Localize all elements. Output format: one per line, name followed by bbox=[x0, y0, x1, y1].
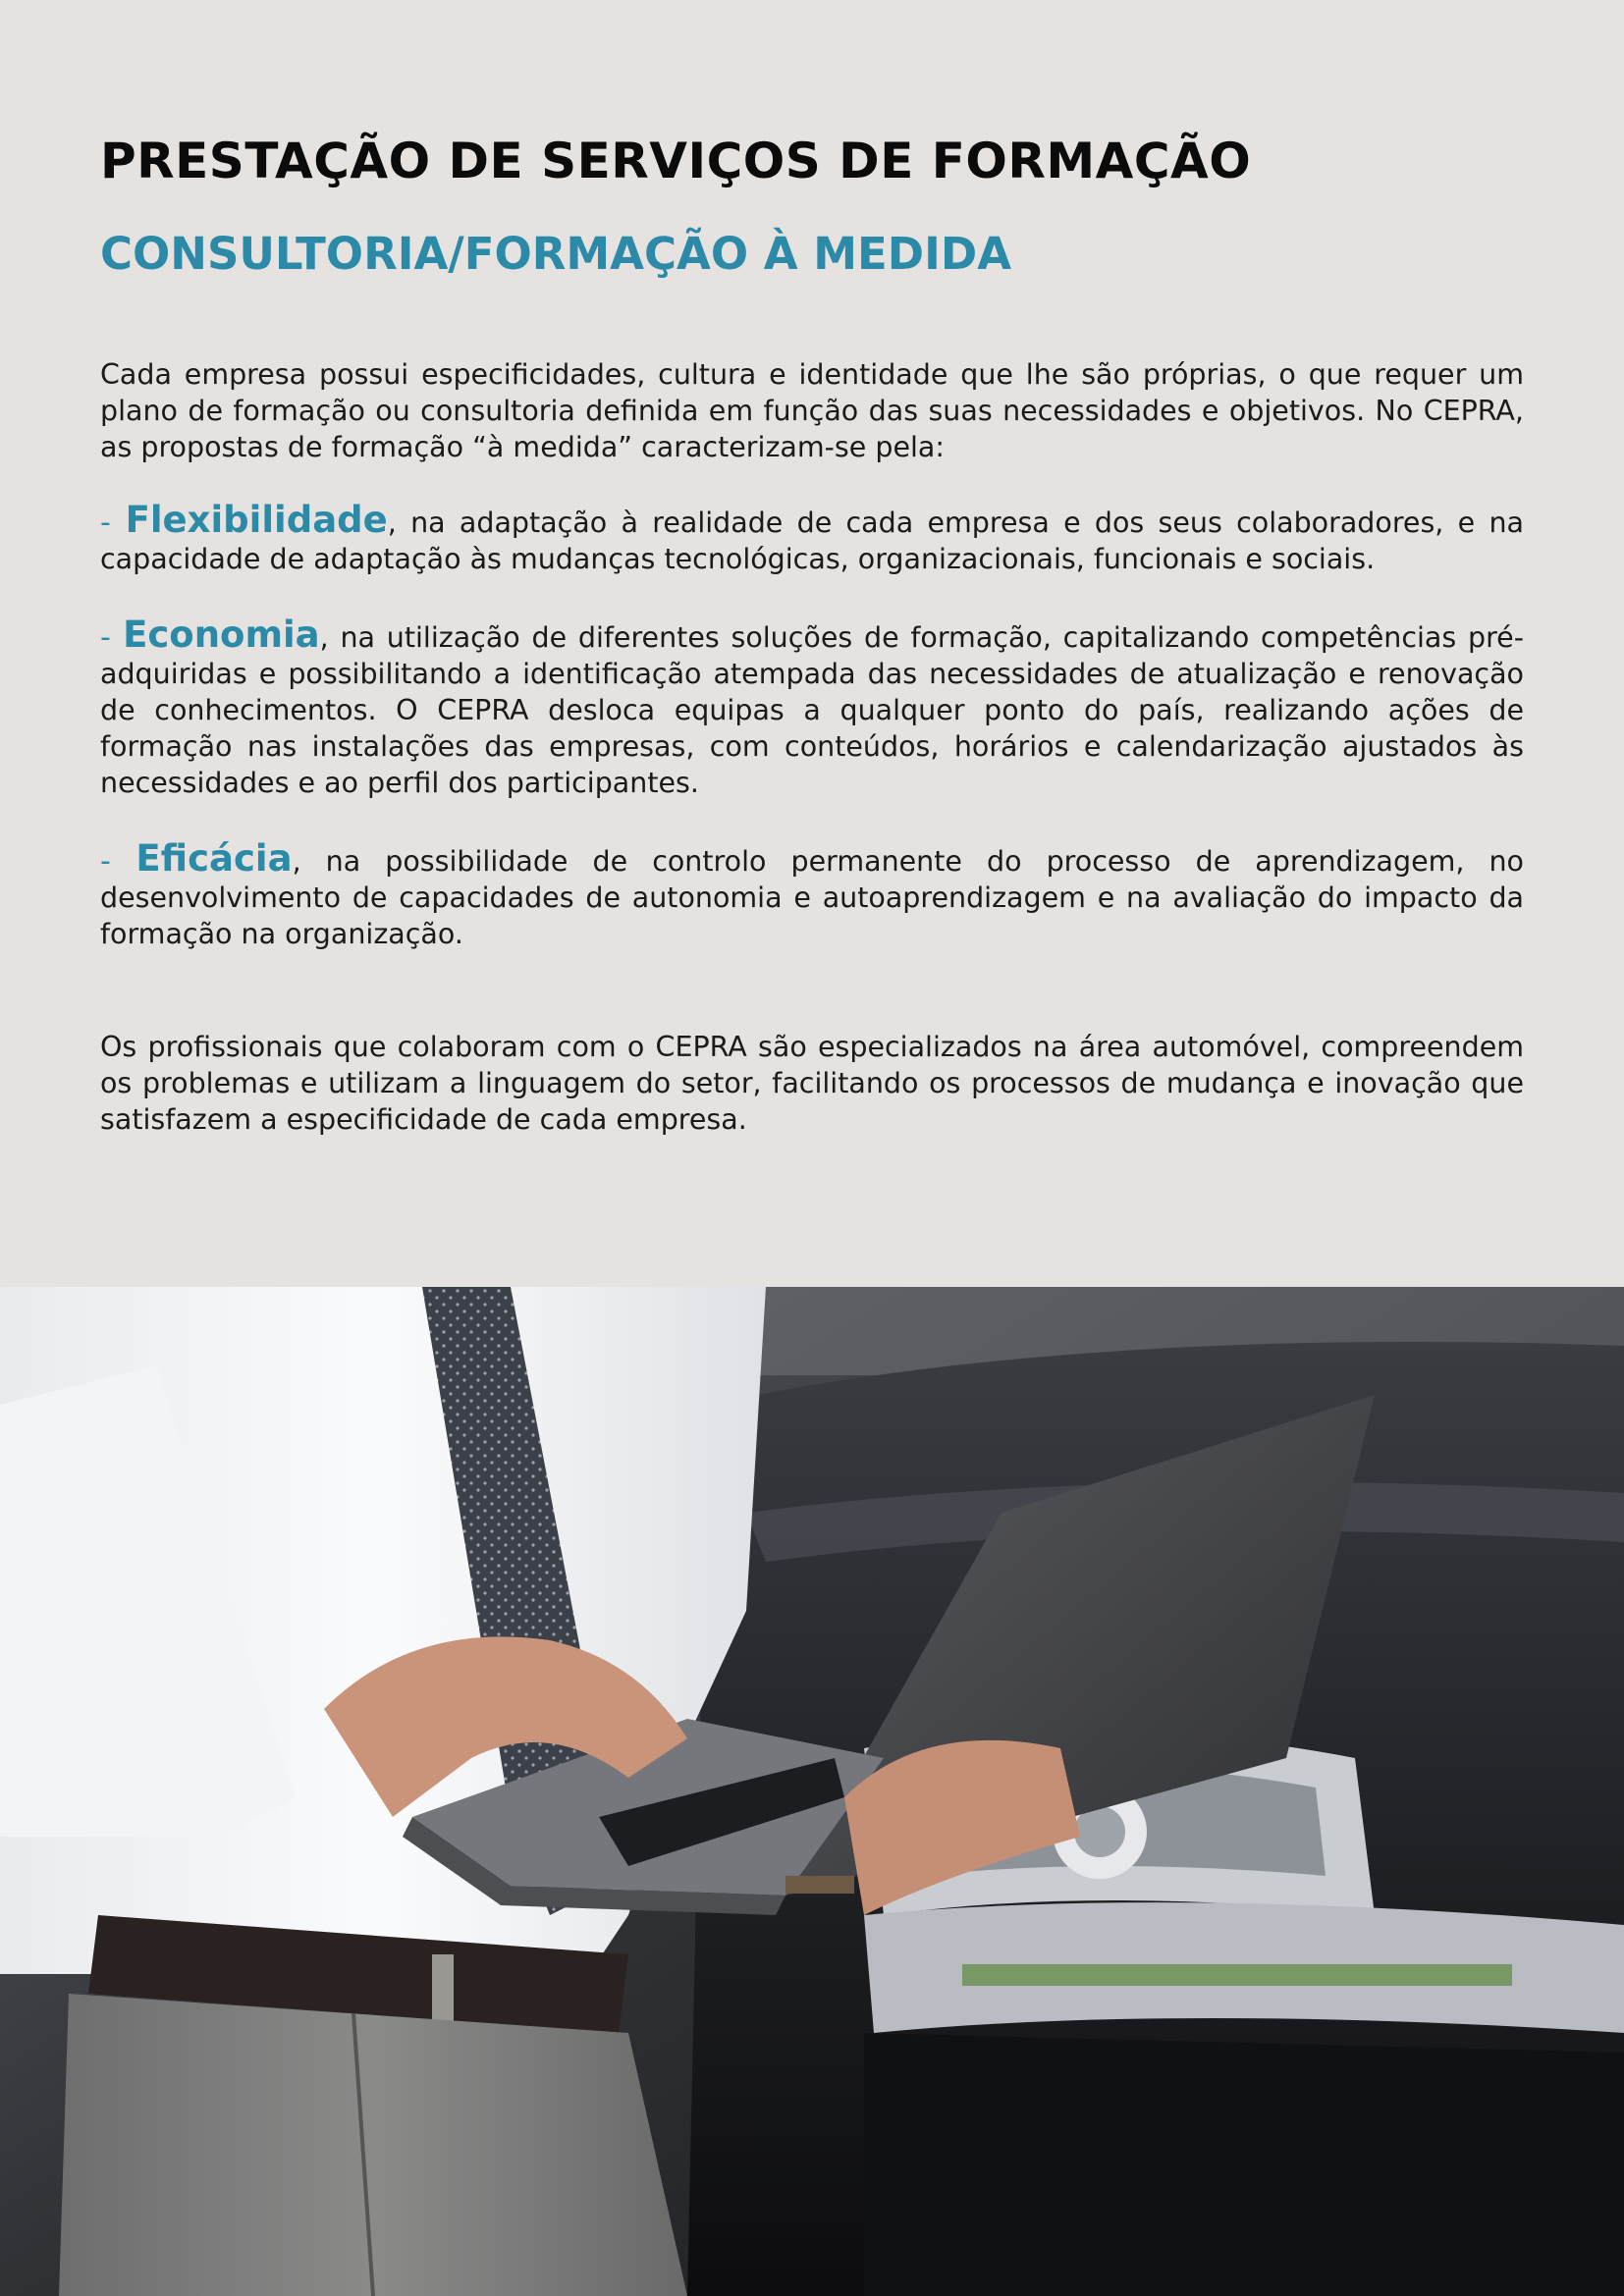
item-dash: - bbox=[100, 620, 124, 655]
businessman-laptop-car-photo bbox=[0, 1287, 1624, 2296]
item-text: , na utilização de diferentes soluções de formação, capitalizando competências pré- adquiridas e possibilitando a identificação atempada das necessidades de atualização e renovação de conhecimentos. O CEPRA desloca equipas a qualquer ponto do país, realizando ações de formação nas instalações das empresas, com conteúdos, horários e calendarização ajustados às necessidades e ao perfil dos participantes. bbox=[100, 621, 1524, 799]
page-title: PRESTAÇÃO DE SERVIÇOS DE FORMAÇÃO bbox=[100, 133, 1252, 189]
outro-paragraph: Os profissionais que colaboram com o CEPRA são especializados na área automóvel, compreendem os problemas e utilizam a linguagem do setor, facilitando os processos de mudança e inovação que satisfazem a especificidade de cada empresa. bbox=[100, 1031, 1524, 1136]
item-text: , na possibilidade de controlo permanente do processo de aprendizagem, no desenvolvimento de capacidades de autonomia e autoaprendizagem e na avaliação do impacto da formação na organização. bbox=[100, 845, 1524, 950]
item-flexibilidade bbox=[100, 499, 1524, 577]
item-text: , na adaptação à realidade de cada empresa e dos seus colaboradores, e na capacidade de adaptação às mudanças tecnológicas, organizacionais, funcionais e sociais. bbox=[100, 507, 1524, 575]
intro-paragraph: Cada empresa possui especificidades, cultura e identidade que lhe são próprias, o que requer um plano de formação ou consultoria definida em função das suas necessidades e objetivos. No CEPRA, as propostas de formação “à medida” caracterizam-se pela: bbox=[100, 358, 1524, 463]
page-subtitle: CONSULTORIA/FORMAÇÃO À MEDIDA bbox=[100, 228, 1012, 280]
item-keyword: Eficácia bbox=[135, 837, 293, 880]
item-dash: - bbox=[100, 506, 126, 540]
item-keyword: Flexibilidade bbox=[125, 499, 388, 541]
item-dash: - bbox=[100, 844, 136, 879]
item-eficacia bbox=[100, 837, 1524, 952]
item-economia bbox=[100, 616, 1524, 801]
item-keyword: Economia bbox=[123, 614, 320, 656]
content bbox=[100, 126, 1524, 1138]
